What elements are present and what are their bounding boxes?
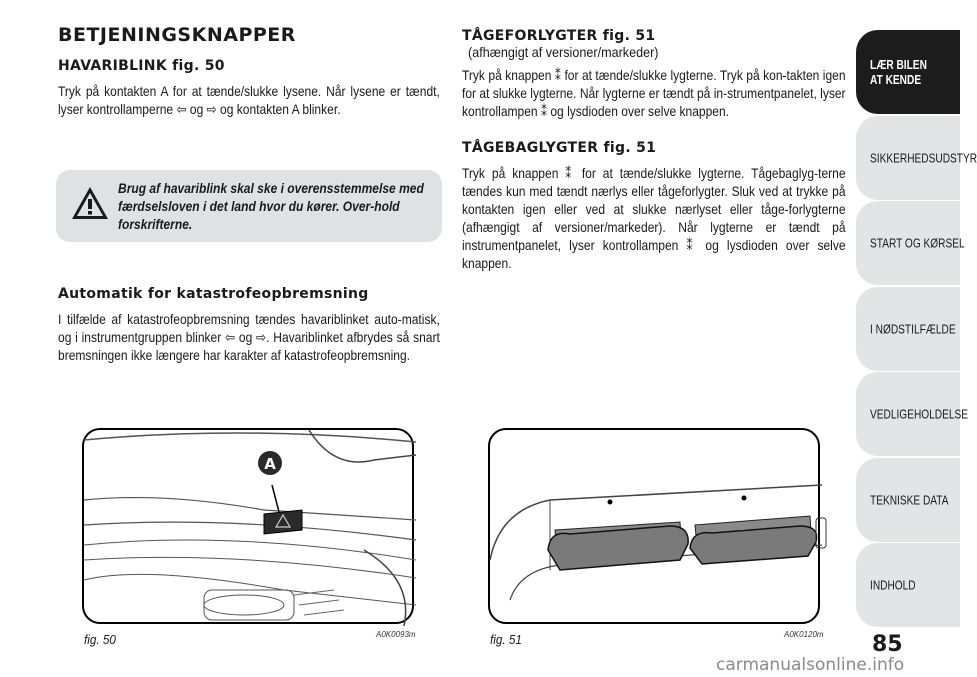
tab-lær-bilen[interactable] — [856, 30, 960, 114]
page-number: 85 — [872, 632, 903, 657]
tab-label: SIKKERHEDSUDSTYR — [870, 150, 977, 165]
right-column — [462, 28, 846, 272]
chapter-tabs — [856, 30, 977, 629]
fig51-code: A0K0120m — [784, 630, 824, 639]
tab-start-og-korsel[interactable] — [856, 201, 965, 285]
tab-vedligeholdelse[interactable] — [856, 372, 969, 456]
rear-fog-paragraph: Tryk på knappen ⁑ for at tænde/slukke lygterne. Tågebaglyg-terne tændes kun med tændt nærlys eller tågeforlygter. Sluk ved at trykke på kontakten igen eller ved at slukke nærlyset eller tåge-forlygterne (afhængigt af versioner/markeder). Når lygterne er tændt på instrumentpanelet, lyser kontrollampen ⁑ og lysdioden over selve knappen. — [462, 165, 846, 271]
page-title: BETJENINGSKNAPPER — [58, 24, 296, 46]
fog-paragraph: Tryk på knappen ⁑ for at tænde/slukke lygterne. Tryk på kon-takten igen for at slukke lygterne. Når lygterne er tændt på in-strumentpanelet, lyser kontrollampen ⁑ og lysdioden over selve knappen. — [462, 67, 846, 119]
warning-triangle-icon — [70, 184, 110, 222]
fog-switch-illustration — [490, 430, 822, 626]
fig51-caption: fig. 51 — [490, 632, 522, 647]
tab-label: TEKNISKE DATA — [870, 492, 949, 507]
fog-section-title: TÅGEFORLYGTER fig. 51 — [462, 28, 656, 44]
watermark: carmanualsonline.info — [716, 655, 905, 675]
left-column — [58, 24, 440, 118]
tab-indhold[interactable] — [856, 543, 960, 627]
figure-51-fog-switches — [488, 428, 820, 624]
hazard-switch-illustration — [84, 430, 416, 626]
tab-label: START OG KØRSEL — [870, 235, 965, 251]
hazard-section-title: HAVARIBLINK fig. 50 — [58, 58, 225, 74]
tab-label: LÆR BILEN AT KENDE — [870, 57, 927, 87]
tab-tekniske-data[interactable] — [856, 458, 960, 542]
tab-label: INDHOLD — [870, 577, 916, 593]
auto-paragraph: I tilfælde af katastrofeopbremsning tændes havariblinket auto-matisk, og i instrumentgruppen blinker ⇦ og ⇨. Havariblinket afbrydes så snart bremsningen ikke længere har karakter af katastrofeopbremsning. — [58, 311, 440, 363]
tab-sikkerhedsudstyr[interactable] — [856, 116, 977, 200]
warning-text: Brug af havariblink skal ske i overensstemmelse med færdselsloven i det land hvor du kører. Over-hold forskrifterne. — [118, 180, 424, 232]
hazard-paragraph: Tryk på kontakten A for at tænde/slukke lysene. Når lysene er tændt, lyser kontrollamperne ⇦ og ⇨ og kontakten A blinker. — [58, 83, 440, 117]
fig50-code: A0K0093m — [376, 630, 416, 639]
fig50-callout-label: A — [264, 455, 276, 473]
rear-fog-section-title: TÅGEBAGLYGTER fig. 51 — [462, 140, 657, 156]
fig50-caption: fig. 50 — [84, 632, 116, 647]
tab-label: VEDLIGEHOLDELSE — [870, 406, 969, 422]
fog-note: (afhængigt af versioner/markeder) — [468, 44, 659, 60]
tab-label: I NØDSTILFÆLDE — [870, 321, 956, 336]
auto-section-title: Automatik for katastrofeopbremsning — [58, 286, 369, 302]
figure-50-hazard-switch — [82, 428, 414, 624]
tab-nodstilfaelde[interactable] — [856, 287, 960, 371]
warning-box — [56, 170, 442, 242]
